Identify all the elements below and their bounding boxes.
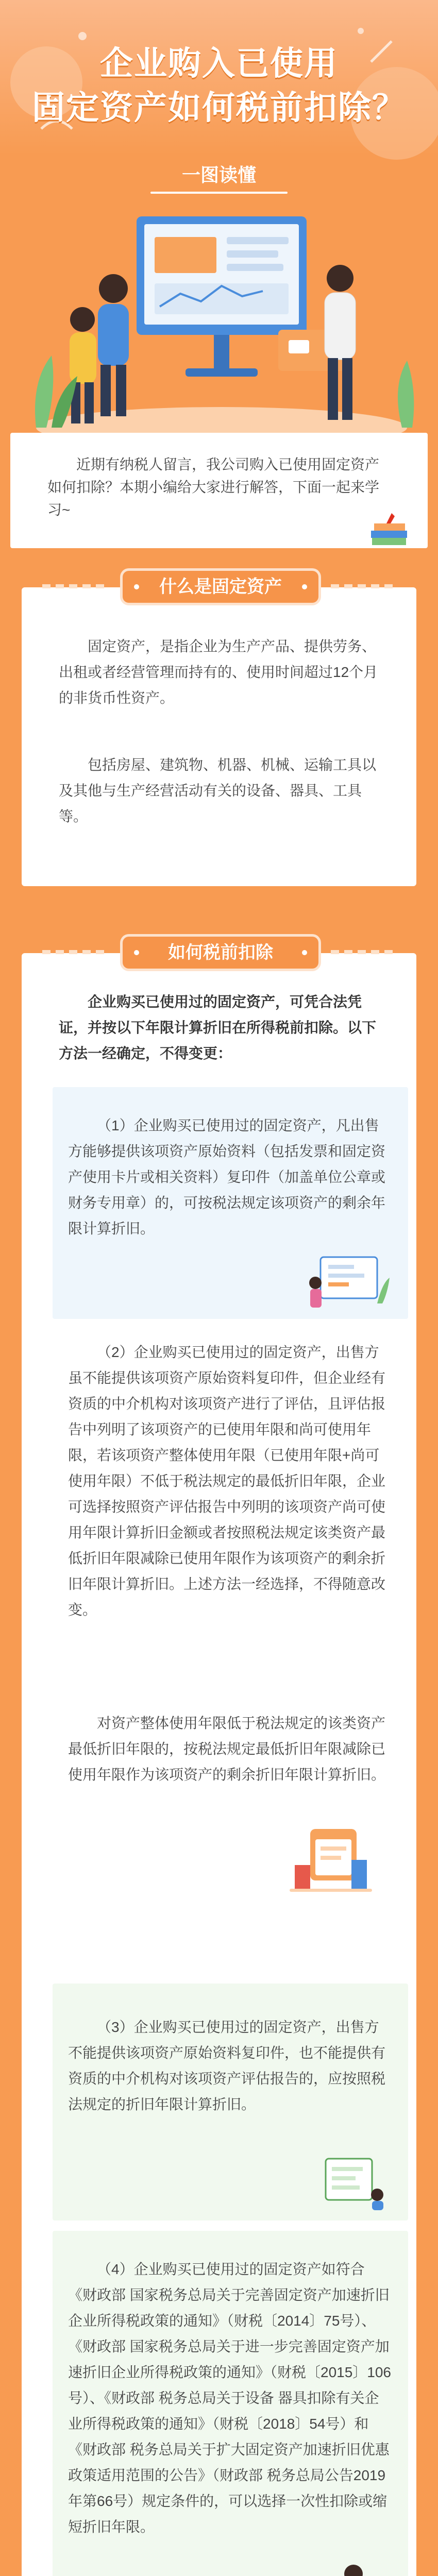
method-3-text: （3）企业购买已使用过的固定资产，出售方不能提供该项资产原始资料复印件，也不能提供有资质的中介机构对该项资产评估报告的，应按照税法规定的折旧年限计算折旧。 bbox=[68, 2019, 386, 2112]
section-tag-label: 什么是固定资产 bbox=[159, 577, 282, 597]
method-4-text: （4）企业购买已使用过的固定资产如符合《财政部 国家税务总局关于完善固定资产加速折旧企业所得税政策的通知》（财税〔2014〕75号）、《财政部 国家税务总局关于进一步完善固定资产加速折旧企业所得税政策的通知》（财税〔2015〕106号）、《财政部 税务总局关于设备 器具扣除有关企业所得税政策的通知》（财税〔2018〕54号）和《财政部 税务总局关于扩大固定资产加速折旧优惠政策适用范围的公告》（财政部 税务总局公告2019年第66号）规定条件的，可以选择一次性扣除或缩短折旧年限。 bbox=[68, 2261, 392, 2535]
title-line-1: 企业购入已使用 bbox=[100, 45, 338, 82]
divider bbox=[331, 950, 398, 954]
method-4-block bbox=[53, 2231, 408, 2576]
method-2-note: 对资产整体使用年限低于税法规定的该类资产最低折旧年限的，按税法规定最低折旧年限减除已使用年限作为该项资产的剩余折旧年限计算折旧。 bbox=[68, 1715, 386, 1783]
lead-paragraph: 企业购买已使用过的固定资产，可凭合法凭证，并按以下年限计算折旧在所得税前扣除。以下方法一经确定，不得变更： bbox=[59, 994, 377, 1061]
page-title bbox=[0, 41, 438, 130]
title-line-2: 固定资产如何税前扣除？ bbox=[32, 89, 406, 126]
definition-paragraph: 固定资产，是指企业为生产产品、提供劳务、出租或者经营管理而持有的、使用时间超过12个月的非货币性资产。 bbox=[59, 638, 378, 706]
section-what-is-fixed-asset bbox=[22, 577, 416, 886]
method-2-block bbox=[53, 1340, 408, 1973]
calendar-illustration-icon bbox=[284, 1824, 377, 1896]
section-tag-label: 如何税前扣除 bbox=[168, 943, 273, 962]
method-1-block bbox=[53, 1087, 408, 1319]
document-illustration-icon bbox=[305, 1252, 393, 1309]
divider bbox=[42, 950, 109, 954]
section-tag-what-is bbox=[123, 571, 318, 603]
hero-illustration bbox=[0, 201, 438, 448]
books-icon bbox=[366, 510, 412, 551]
divider bbox=[42, 584, 109, 588]
report-illustration-icon bbox=[310, 2154, 393, 2210]
intro-text: 近期有纳税人留言，我公司购入已使用固定资产如何扣除？本期小编给大家进行解答，下面一起来学习~ bbox=[47, 456, 380, 518]
includes-paragraph: 包括房屋、建筑物、机器、机械、运输工具以及其他与生产经营活动有关的设备、器具、工具等。 bbox=[59, 757, 377, 824]
person-illustration-icon bbox=[323, 2561, 395, 2576]
method-3-block bbox=[53, 1984, 408, 2221]
section-how-to-deduct bbox=[22, 943, 416, 2576]
section-tag-how-to bbox=[123, 937, 318, 969]
subtitle-underline bbox=[150, 192, 288, 194]
method-1-text: （1）企业购买已使用过的固定资产，凡出售方能够提供该项资产原始资料（包括发票和固定资产使用卡片或相关资料）复印件（加盖单位公章或财务专用章）的，可按税法规定该项资产的剩余年限计算折旧。 bbox=[68, 1117, 386, 1236]
divider bbox=[331, 584, 398, 588]
method-2-text: （2）企业购买已使用过的固定资产，出售方虽不能提供该项资产原始资料复印件，但企业经有资质的中介机构对该项资产进行了评估，且评估报告中列明了该项资产的已使用年限和尚可使用年限，若该项资产整体使用年限（已使用年限+尚可使用年限）不低于税法规定的最低折旧年限，企业可选择按照资产评估报告中列明的该项资产尚可使用年限计算折旧金额或者按照税法规定该类资产最低折旧年限减除已使用年限作为该项资产的剩余折旧年限计算折旧。上述方法一经选择，不得随意改变。 bbox=[68, 1344, 386, 1618]
subtitle: 一图读懂 bbox=[181, 164, 256, 185]
intro-card bbox=[10, 433, 428, 548]
header bbox=[0, 0, 438, 440]
